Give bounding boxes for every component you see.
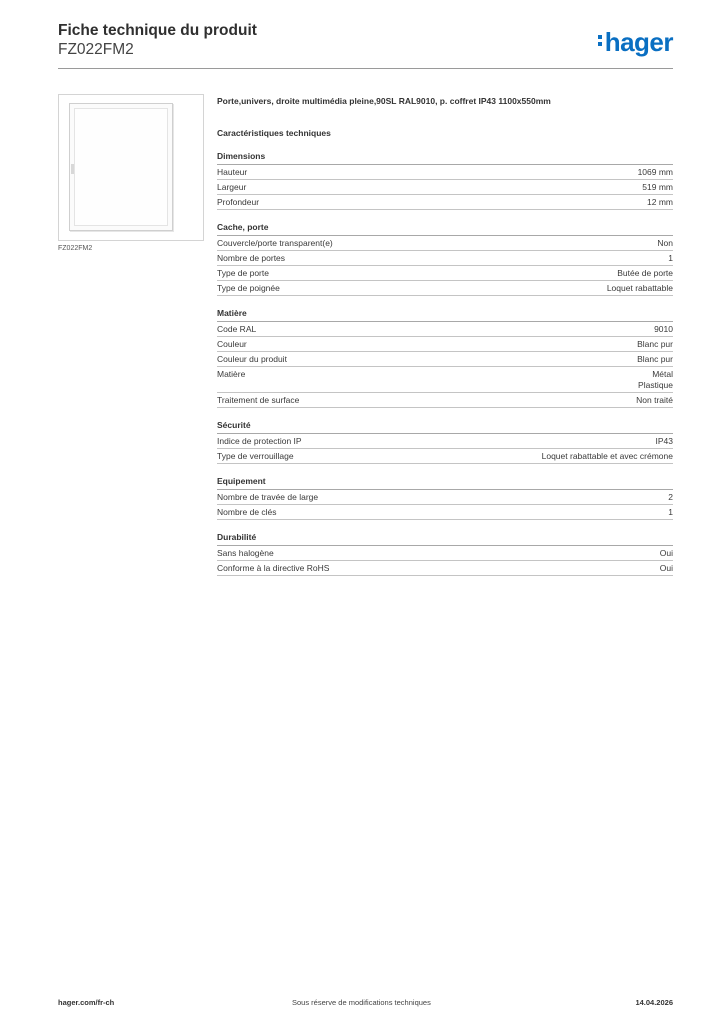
spec-label: Conforme à la directive RoHS	[217, 562, 330, 573]
spec-value-line: Oui	[659, 562, 673, 573]
spec-value-line: Loquet rabattable	[606, 283, 673, 293]
spec-group-title: Matière	[217, 308, 673, 322]
spec-label: Couleur	[217, 339, 247, 349]
spec-value	[638, 369, 673, 390]
spec-group	[217, 308, 673, 408]
spec-label: Nombre de clés	[217, 506, 277, 517]
door-icon	[69, 103, 173, 231]
spec-value	[657, 238, 673, 249]
spec-value	[607, 283, 673, 294]
spec-label: Couvercle/porte transparent(e)	[217, 238, 333, 248]
logo-dots-icon	[598, 35, 603, 49]
spec-value	[636, 395, 673, 406]
spec-value	[642, 182, 673, 193]
spec-value-line: 2	[668, 491, 673, 502]
spec-row	[217, 352, 673, 367]
spec-row	[217, 546, 673, 561]
spec-row	[217, 195, 673, 210]
spec-groups	[217, 151, 673, 576]
spec-group-title: Cache, porte	[217, 222, 673, 236]
spec-group-title: Sécurité	[217, 420, 673, 434]
spec-value	[668, 253, 673, 264]
spec-group	[217, 151, 673, 210]
spec-value-line: 1	[668, 506, 673, 517]
spec-row	[217, 180, 673, 195]
page-header	[58, 22, 673, 59]
product-image-caption: FZ022FM2	[58, 245, 93, 252]
spec-label: Type de porte	[217, 268, 269, 278]
spec-value	[617, 268, 673, 279]
spec-label: Indice de protection IP	[217, 435, 302, 446]
spec-group	[217, 476, 673, 520]
spec-row	[217, 393, 673, 408]
spec-group	[217, 532, 673, 576]
characteristics-title: Caractéristiques techniques	[217, 128, 331, 138]
spec-label: Sans halogène	[217, 547, 274, 558]
spec-group-title: Durabilité	[217, 532, 673, 546]
spec-value-line: Non	[657, 238, 673, 248]
spec-value	[542, 451, 673, 462]
spec-row	[217, 337, 673, 352]
spec-group-title: Dimensions	[217, 151, 673, 165]
spec-label: Traitement de surface	[217, 394, 300, 405]
spec-value-line: 12 mm	[647, 197, 673, 207]
spec-label: Largeur	[217, 182, 247, 192]
footer-website-link[interactable]: hager.com/fr-ch	[58, 998, 115, 1007]
spec-content	[217, 96, 673, 588]
logo-text: hager	[604, 27, 673, 57]
product-code: FZ022FM2	[58, 41, 134, 58]
product-description: Porte,univers, droite multimédia pleine,90SL RAL9010, p. coffret IP43 1100x550mm	[217, 96, 551, 106]
spec-value-line: Blanc pur	[637, 339, 673, 349]
spec-value-line: 9010	[654, 324, 673, 334]
spec-value	[668, 507, 673, 518]
spec-row	[217, 236, 673, 251]
spec-group-title: Equipement	[217, 476, 673, 490]
spec-value	[654, 324, 673, 335]
spec-row	[217, 505, 673, 520]
spec-value-line: Butée de porte	[617, 268, 673, 278]
header-divider	[58, 68, 673, 69]
spec-value-line: IP43	[655, 435, 673, 446]
page-title: Fiche technique du produit	[58, 22, 257, 39]
spec-row	[217, 490, 673, 505]
spec-value	[647, 197, 673, 208]
spec-row	[217, 165, 673, 180]
spec-value	[637, 339, 673, 350]
spec-group	[217, 420, 673, 464]
spec-value	[660, 563, 673, 574]
spec-label: Nombre de portes	[217, 253, 286, 263]
spec-value-line: Blanc pur	[637, 354, 673, 364]
spec-value-line: Oui	[659, 547, 673, 558]
spec-label: Profondeur	[217, 197, 260, 207]
spec-value-line: 519 mm	[642, 182, 673, 192]
spec-label: Code RAL	[217, 324, 257, 334]
spec-value-line: Métal	[652, 369, 673, 379]
spec-row	[217, 434, 673, 449]
spec-value-line: 1	[668, 253, 673, 263]
spec-value-line: Non traité	[636, 394, 673, 405]
spec-value	[637, 354, 673, 365]
spec-label: Couleur du produit	[217, 354, 287, 364]
spec-label: Matière	[217, 369, 246, 379]
product-image	[58, 94, 204, 241]
footer-date: 14.04.2026	[635, 998, 673, 1007]
spec-value	[656, 436, 674, 447]
spec-row	[217, 322, 673, 337]
spec-row	[217, 449, 673, 464]
spec-label: Hauteur	[217, 167, 248, 177]
spec-label: Type de poignée	[217, 283, 280, 293]
spec-row	[217, 561, 673, 576]
spec-value	[668, 492, 673, 503]
spec-row	[217, 281, 673, 296]
spec-row	[217, 367, 673, 393]
spec-row	[217, 251, 673, 266]
spec-label: Type de verrouillage	[217, 450, 294, 461]
spec-label: Nombre de travée de large	[217, 491, 319, 502]
spec-value-line: Plastique	[638, 379, 673, 390]
spec-row	[217, 266, 673, 281]
spec-group	[217, 222, 673, 296]
footer-notice: Sous réserve de modifications techniques	[292, 998, 431, 1007]
spec-value	[660, 548, 673, 559]
hager-logo[interactable]	[598, 28, 673, 56]
spec-value-line: 1069 mm	[637, 167, 673, 177]
spec-value	[638, 167, 673, 178]
spec-value-line: Loquet rabattable et avec crémone	[541, 450, 673, 461]
